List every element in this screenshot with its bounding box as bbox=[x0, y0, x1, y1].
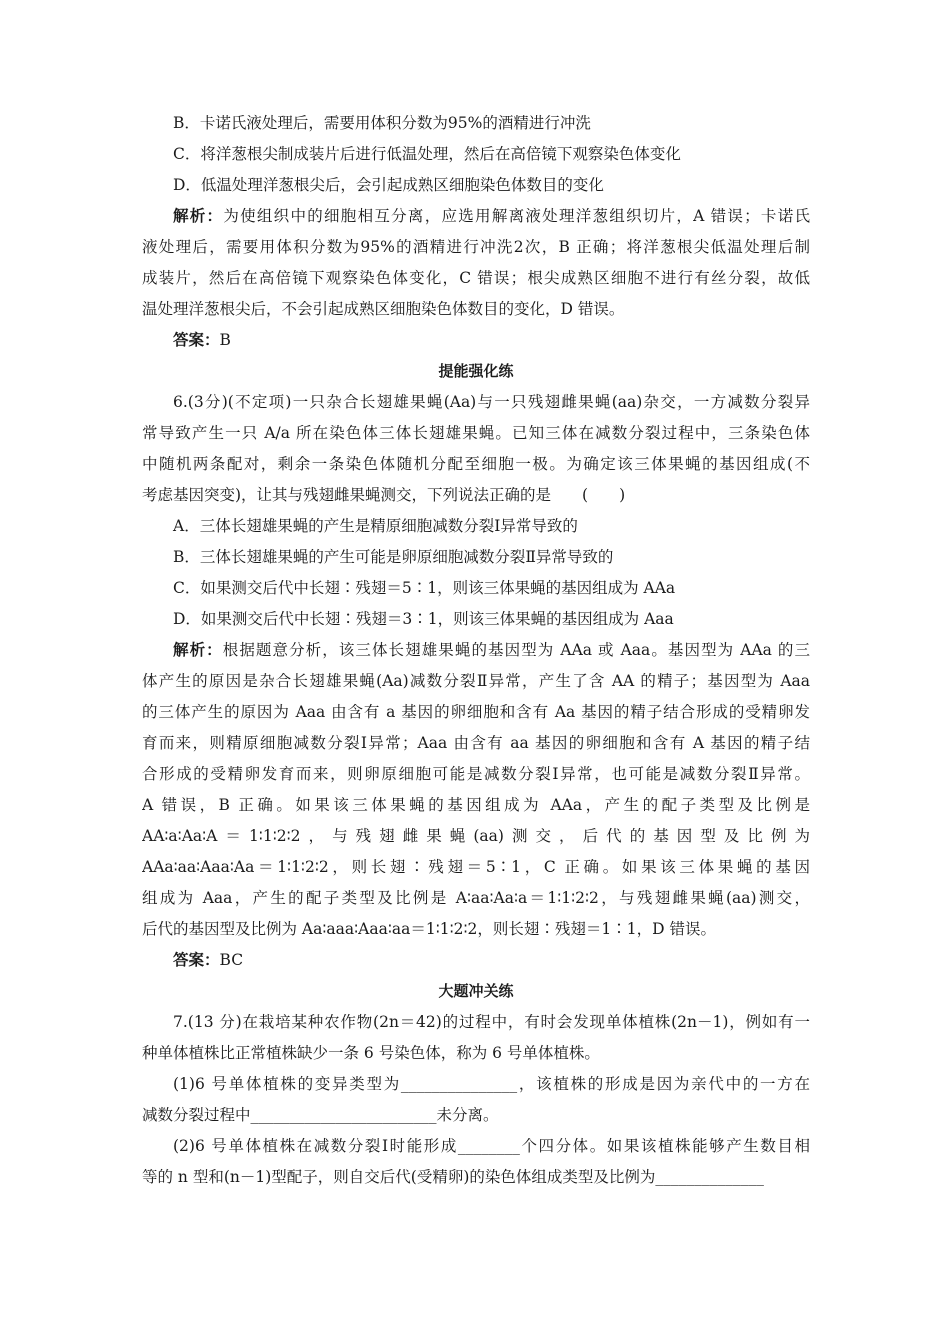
q5-option-d: D．低温处理洋葱根尖后，会引起成熟区细胞染色体数目的变化 bbox=[173, 176, 604, 194]
q5-option-c: C．将洋葱根尖制成装片后进行低温处理，然后在高倍镜下观察染色体变化 bbox=[173, 145, 681, 163]
q5-analysis-text: 为使组织中的细胞相互分离，应选用解离液处理洋葱组织切片，A 错误；卡诺氏 bbox=[223, 207, 810, 225]
q6-stem-line: 常导致产生一只 A/a 所在染色体三体长翅雄果蝇。已知三体在减数分裂过程中，三条染色体 bbox=[142, 424, 810, 442]
q6-analysis-line: 组成为 Aaa，产生的配子类型及比例是 A∶aa∶Aa∶a＝1∶1∶2∶2，与残翅雌果蝇(aa)测交， bbox=[142, 889, 810, 907]
q6-option-b: B．三体长翅雄果蝇的产生可能是卵原细胞减数分裂Ⅱ异常导致的 bbox=[173, 548, 614, 566]
q5-analysis-line bbox=[142, 201, 810, 232]
q6-answer-value: BC bbox=[219, 951, 244, 969]
section-title-tineng: 提能强化练 bbox=[438, 362, 514, 380]
q6-stem-line: 考虑基因突变)，让其与残翅雌果蝇测交，下列说法正确的是 ( ) bbox=[142, 486, 626, 504]
q7-part1-line: (1)6 号单体植株的变异类型为_______________，该植株的形成是因为亲代中的一方在 bbox=[173, 1075, 810, 1093]
q6-option-c: C．如果测交后代中长翅∶残翅＝5∶1，则该三体果蝇的基因组成为 AAa bbox=[173, 579, 676, 597]
q6-option-d: D．如果测交后代中长翅∶残翅＝3∶1，则该三体果蝇的基因组成为 Aaa bbox=[173, 610, 674, 628]
q6-analysis-line: 体产生的原因是杂合长翅雄果蝇(Aa)减数分裂Ⅱ异常，产生了含 AA 的精子；基因型为 Aaa bbox=[142, 672, 810, 690]
q5-analysis-label: 解析： bbox=[173, 207, 224, 225]
q7-part1-line: 减数分裂过程中________________________未分离。 bbox=[142, 1106, 499, 1124]
q6-analysis-line: AA∶a∶Aa∶A＝1∶1∶2∶2，与残翅雌果蝇(aa)测交，后代的基因型及比例为 bbox=[142, 827, 810, 845]
document-page bbox=[142, 108, 810, 1193]
q6-stem-line: 中随机两条配对，剩余一条染色体随机分配至细胞一极。为确定该三体果蝇的基因组成(不 bbox=[142, 455, 810, 473]
q5-option-b: B．卡诺氏液处理后，需要用体积分数为95%的酒精进行冲洗 bbox=[173, 114, 591, 132]
q5-analysis-line: 成装片，然后在高倍镜下观察染色体变化，C 错误；根尖成熟区细胞不进行有丝分裂，故低 bbox=[142, 269, 810, 287]
q6-analysis-text: 根据题意分析，该三体长翅雄果蝇的基因型为 AAa 或 Aaa。基因型为 AAa 的三 bbox=[222, 641, 810, 659]
q7-stem-line: 7.(13 分)在栽培某种农作物(2n＝42)的过程中，有时会发现单体植株(2n－1)，例如有一 bbox=[173, 1013, 810, 1031]
q5-analysis-line: 温处理洋葱根尖后，不会引起成熟区细胞染色体数目的变化，D 错误。 bbox=[142, 300, 625, 318]
q6-analysis-line: 后代的基因型及比例为 Aa∶aaa∶Aaa∶aa＝1∶1∶2∶2，则长翅∶残翅＝1∶1，D 错误。 bbox=[142, 920, 716, 938]
q6-analysis-line: 的三体产生的原因为 Aaa 由含有 a 基因的卵细胞和含有 Aa 基因的精子结合形成的受精卵发 bbox=[142, 703, 810, 721]
q5-answer-value: B bbox=[219, 331, 231, 349]
q6-analysis-line: AAa∶aa∶Aaa∶Aa＝1∶1∶2∶2，则长翅∶残翅＝5∶1，C 正确。如果该三体果蝇的基因 bbox=[142, 858, 810, 876]
q6-answer-label: 答案： bbox=[173, 951, 220, 969]
q5-answer-label: 答案： bbox=[173, 331, 220, 349]
q6-analysis-line bbox=[142, 635, 810, 666]
q6-analysis-line: 育而来，则精原细胞减数分裂Ⅰ异常；Aaa 由含有 aa 基因的卵细胞和含有 A 基因的精子结 bbox=[142, 734, 810, 752]
q6-analysis-line: A 错误，B 正确。如果该三体果蝇的基因组成为 AAa，产生的配子类型及比例是 bbox=[142, 796, 810, 814]
q6-analysis-line: 合形成的受精卵发育而来，则卵原细胞可能是减数分裂Ⅰ异常，也可能是减数分裂Ⅱ异常。 bbox=[142, 765, 810, 783]
q7-stem-line: 种单体植株比正常植株缺少一条 6 号染色体，称为 6 号单体植株。 bbox=[142, 1044, 600, 1062]
section-title-dati: 大题冲关练 bbox=[438, 982, 514, 1000]
q6-analysis-label: 解析： bbox=[173, 641, 223, 659]
q7-part2-line: (2)6 号单体植株在减数分裂Ⅰ时能形成________个四分体。如果该植株能够产生数目相 bbox=[173, 1137, 810, 1155]
q5-answer bbox=[142, 325, 810, 356]
q5-analysis-line: 液处理后，需要用体积分数为95%的酒精进行冲洗2次，B 正确；将洋葱根尖低温处理后制 bbox=[142, 238, 810, 256]
q6-stem-line: 6.(3分)(不定项)一只杂合长翅雄果蝇(Aa)与一只残翅雌果蝇(aa)杂交，一方减数分裂异 bbox=[173, 393, 810, 411]
q6-answer bbox=[142, 945, 810, 976]
q6-option-a: A．三体长翅雄果蝇的产生是精原细胞减数分裂Ⅰ异常导致的 bbox=[173, 517, 578, 535]
q7-part2-line: 等的 n 型和(n－1)型配子，则自交后代(受精卵)的染色体组成类型及比例为______________ bbox=[142, 1168, 764, 1186]
